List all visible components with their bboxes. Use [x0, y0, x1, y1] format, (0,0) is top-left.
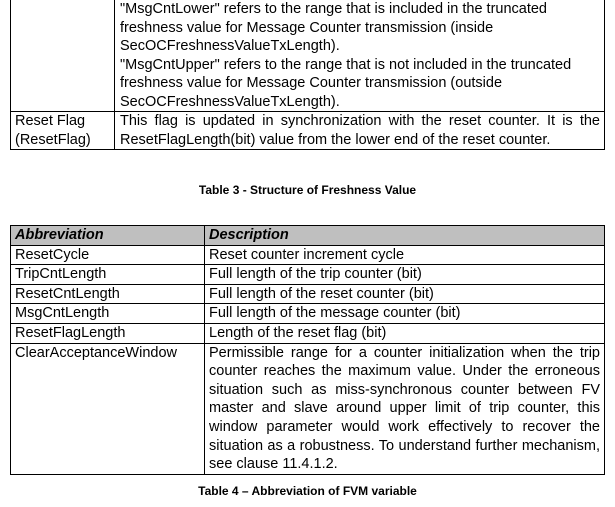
table-cell-label — [11, 112, 115, 150]
table-row — [11, 0, 605, 112]
table-4-caption: Table 4 – Abbreviation of FVM variable — [198, 484, 417, 498]
abbreviation-cell: ClearAcceptanceWindow — [11, 343, 205, 474]
table-row — [11, 245, 605, 265]
table-cell-description — [115, 112, 605, 150]
description-paragraph: This flag is updated in synchronization with the reset counter. It is the ResetFlagLength(bit) value from the lower end of the reset counter. — [120, 113, 600, 148]
table-row — [11, 323, 605, 343]
table-3-caption: Table 3 - Structure of Freshness Value — [198, 183, 417, 197]
abbreviation-cell: ResetCntLength — [11, 284, 205, 304]
description-cell: Reset counter increment cycle — [205, 245, 605, 265]
abbreviation-cell: ResetCycle — [11, 245, 205, 265]
description-cell: Full length of the message counter (bit) — [205, 304, 605, 324]
abbreviation-cell: ResetFlagLength — [11, 323, 205, 343]
abbreviation-cell: MsgCntLength — [11, 304, 205, 324]
table-cell-label — [11, 0, 115, 112]
freshness-value-structure-table — [10, 0, 605, 150]
table-row — [11, 343, 605, 474]
label-line: Reset Flag — [15, 113, 86, 129]
description-cell: Permissible range for a counter initialization when the trip counter reaches the maximum value. Under the erroneous situation such as miss-synchronous counter between FV master and slave around upper limit of trip counter, this window parameter would work effectively to recover the situation as a robustness. To understand further mechanism, see clause 11.4.1.2. — [205, 343, 605, 474]
description-paragraph: "MsgCntUpper" refers to the range that is not included in the truncated freshness value for Message Counter transmission (outside SecOCFreshnessValueTxLength). — [120, 56, 572, 110]
table-row — [11, 112, 605, 150]
label-line: (ResetFlag) — [15, 131, 91, 148]
abbreviation-cell: TripCntLength — [11, 265, 205, 285]
column-header-description: Description — [205, 226, 605, 246]
description-paragraph: "MsgCntLower" refers to the range that is included in the truncated freshness value for Message Counter transmission (inside SecOCFreshnessValueTxLength). — [120, 1, 547, 54]
column-header-abbreviation: Abbreviation — [11, 226, 205, 246]
table-cell-description — [115, 0, 605, 112]
table-header-row — [11, 226, 605, 246]
table-row — [11, 265, 605, 285]
description-cell: Full length of the trip counter (bit) — [205, 265, 605, 285]
description-cell: Length of the reset flag (bit) — [205, 323, 605, 343]
fvm-abbreviation-table — [10, 225, 605, 475]
table-row — [11, 284, 605, 304]
table-row — [11, 304, 605, 324]
description-cell: Full length of the reset counter (bit) — [205, 284, 605, 304]
